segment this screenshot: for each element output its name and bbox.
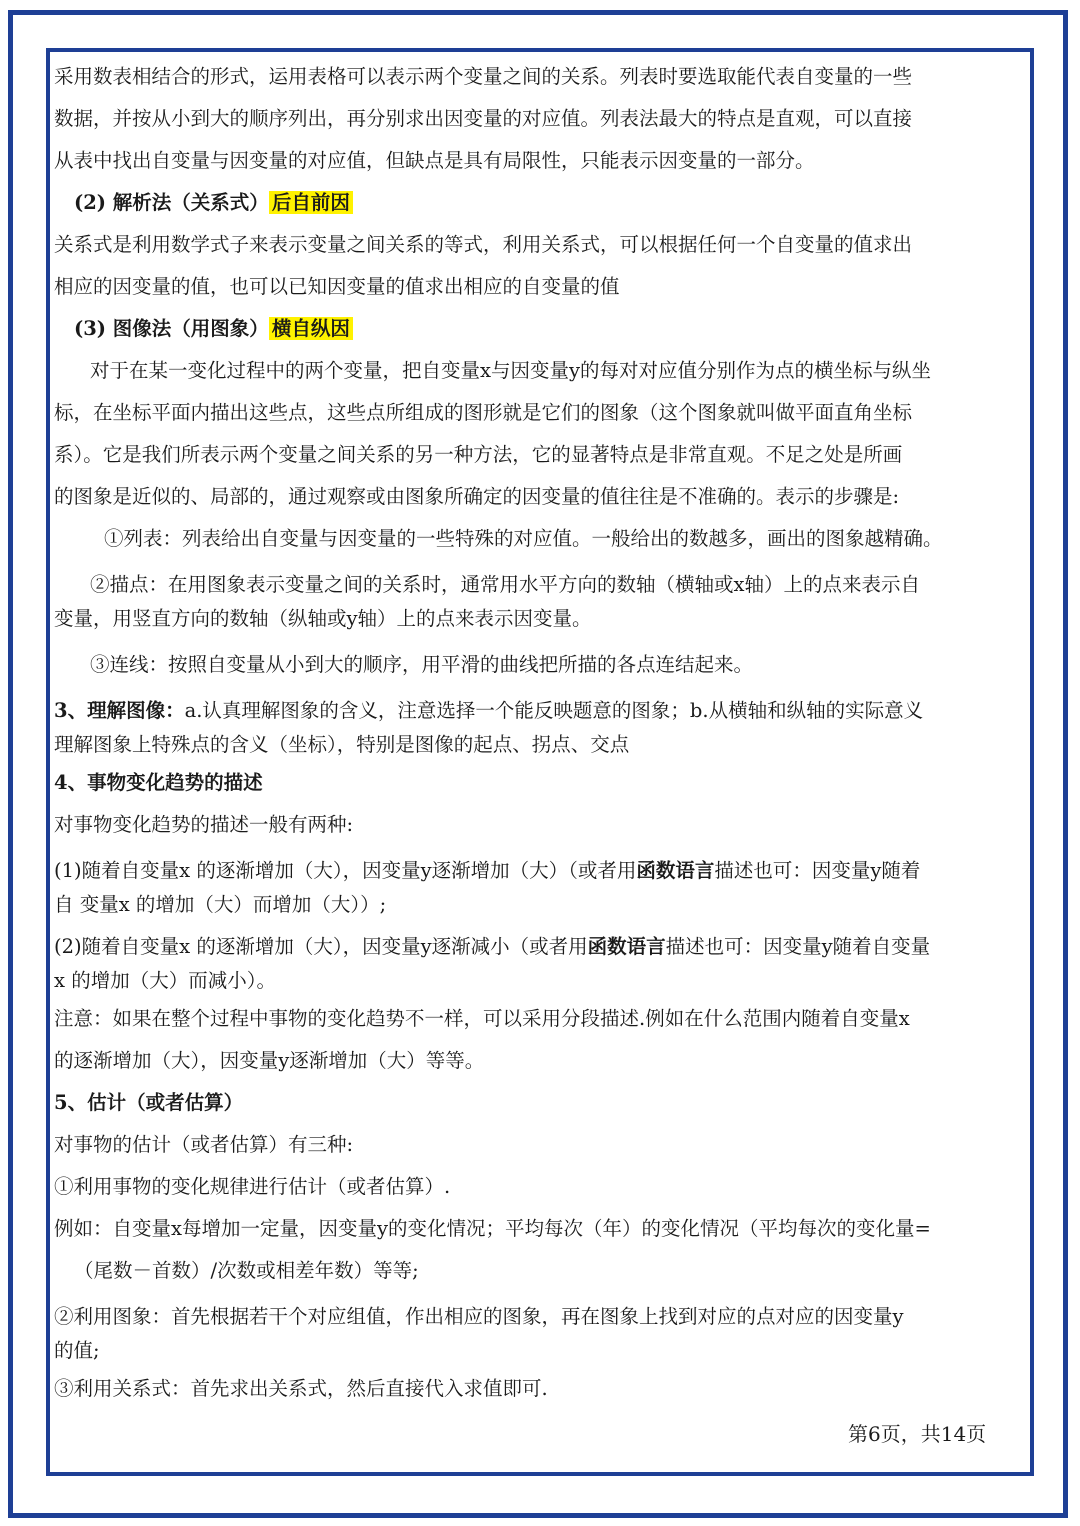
item5-title: 5、估计（或者估算） [54,1091,244,1114]
item4-case1-line1 [54,854,1026,888]
item5-method3: ③利用关系式：首先求出关系式，然后直接代入求值即可. [54,1377,548,1400]
item3-title: 3、理解图像： [54,699,185,722]
section3-title: (3) 图像法（用图象） [74,317,269,340]
item4-case1-line2: 自 变量x 的增加（大）而增加（大））; [54,893,387,916]
item4-note-line1: 注意：如果在整个过程中事物的变化趋势不一样，可以采用分段描述.例如在什么范围内随着自变量x [54,1007,910,1030]
step-list-table: ①列表：列表给出自变量与因变量的一些特殊的对应值。一般给出的数越多，画出的图象越精确。 [104,527,943,550]
section3-line1: 对于在某一变化过程中的两个变量，把自变量x与因变量y的每对对应值分别作为点的横坐标与纵坐 [90,359,932,382]
para1-line3: 从表中找出自变量与因变量的对应值，但缺点是具有局限性，只能表示因变量的一部分。 [54,149,815,172]
case1-bold: 函数语言 [636,859,715,882]
section2-line2: 相应的因变量的值，也可以已知因变量的值求出相应的自变量的值 [54,275,620,298]
section3-heading [54,308,1026,350]
section2-highlight: 后自前因 [269,191,353,214]
section2-line1: 关系式是利用数学式子来表示变量之间关系的等式，利用关系式，可以根据任何一个自变量的值求出 [54,233,913,256]
item3-line1 [54,694,1026,728]
item4-case2-line1 [54,930,1026,964]
section2-title: (2) 解析法（关系式） [74,191,269,214]
case2-text-b: 描述也可：因变量y随着自变量 [665,935,931,958]
item4-title: 4、事物变化趋势的描述 [54,771,263,794]
item5-method2-line2: 的值; [54,1339,100,1362]
item4-intro: 对事物变化趋势的描述一般有两种: [54,813,354,836]
section3-highlight: 横自纵因 [269,317,353,340]
document-body [54,56,1026,1410]
step-plot-points-a: ②描点：在用图象表示变量之间的关系时，通常用水平方向的数轴（横轴或x轴）上的点来表示自 [90,573,920,596]
item4-case2-line2: x 的增加（大）而减小）。 [54,969,276,992]
step-plot-points-b: 变量，用竖直方向的数轴（纵轴或y轴）上的点来表示因变量。 [54,607,592,630]
item5-method1: ①利用事物的变化规律进行估计（或者估算）. [54,1175,451,1198]
case2-text-a: (2)随着自变量x 的逐渐增加（大），因变量y逐渐减小（或者用 [54,935,588,958]
item3-text1: a.认真理解图象的含义，注意选择一个能反映题意的图象；b.从横轴和纵轴的实际意义 [184,699,924,722]
case1-text-a: (1)随着自变量x 的逐渐增加（大），因变量y逐渐增加（大）（或者用 [54,859,637,882]
page-number: 第6页，共14页 [848,1422,987,1446]
item3-line2: 理解图象上特殊点的含义（坐标），特别是图像的起点、拐点、交点 [54,733,630,756]
item5-example-line1: 例如：自变量x每增加一定量，因变量y的变化情况；平均每次（年）的变化情况（平均每次的变化量= [54,1217,931,1240]
section3-line3: 系）。它是我们所表示两个变量之间关系的另一种方法，它的显著特点是非常直观。不足之处是所画 [54,443,903,466]
para1-line2: 数据，并按从小到大的顺序列出，再分别求出因变量的对应值。列表法最大的特点是直观，可以直接 [54,107,913,130]
case1-text-b: 描述也可：因变量y随着 [714,859,921,882]
step-connect-line: ③连线：按照自变量从小到大的顺序，用平滑的曲线把所描的各点连结起来。 [90,653,754,676]
case2-bold: 函数语言 [587,935,666,958]
para1-line1: 采用数表相结合的形式，运用表格可以表示两个变量之间的关系。列表时要选取能代表自变量的一些 [54,65,913,88]
section3-line2: 标，在坐标平面内描出这些点，这些点所组成的图形就是它们的图象（这个图象就叫做平面直角坐标 [54,401,913,424]
section2-heading [54,182,1026,224]
section3-line4: 的图象是近似的、局部的，通过观察或由图象所确定的因变量的值往往是不准确的。表示的步骤是: [54,485,900,508]
item5-example-line2: （尾数－首数）/次数或相差年数）等等; [74,1259,419,1282]
item5-intro: 对事物的估计（或者估算）有三种: [54,1133,354,1156]
item5-method2-line1: ②利用图象：首先根据若干个对应组值，作出相应的图象，再在图象上找到对应的点对应的因变量y [54,1305,904,1328]
item4-note-line2: 的逐渐增加（大），因变量y逐渐增加（大）等等。 [54,1049,485,1072]
